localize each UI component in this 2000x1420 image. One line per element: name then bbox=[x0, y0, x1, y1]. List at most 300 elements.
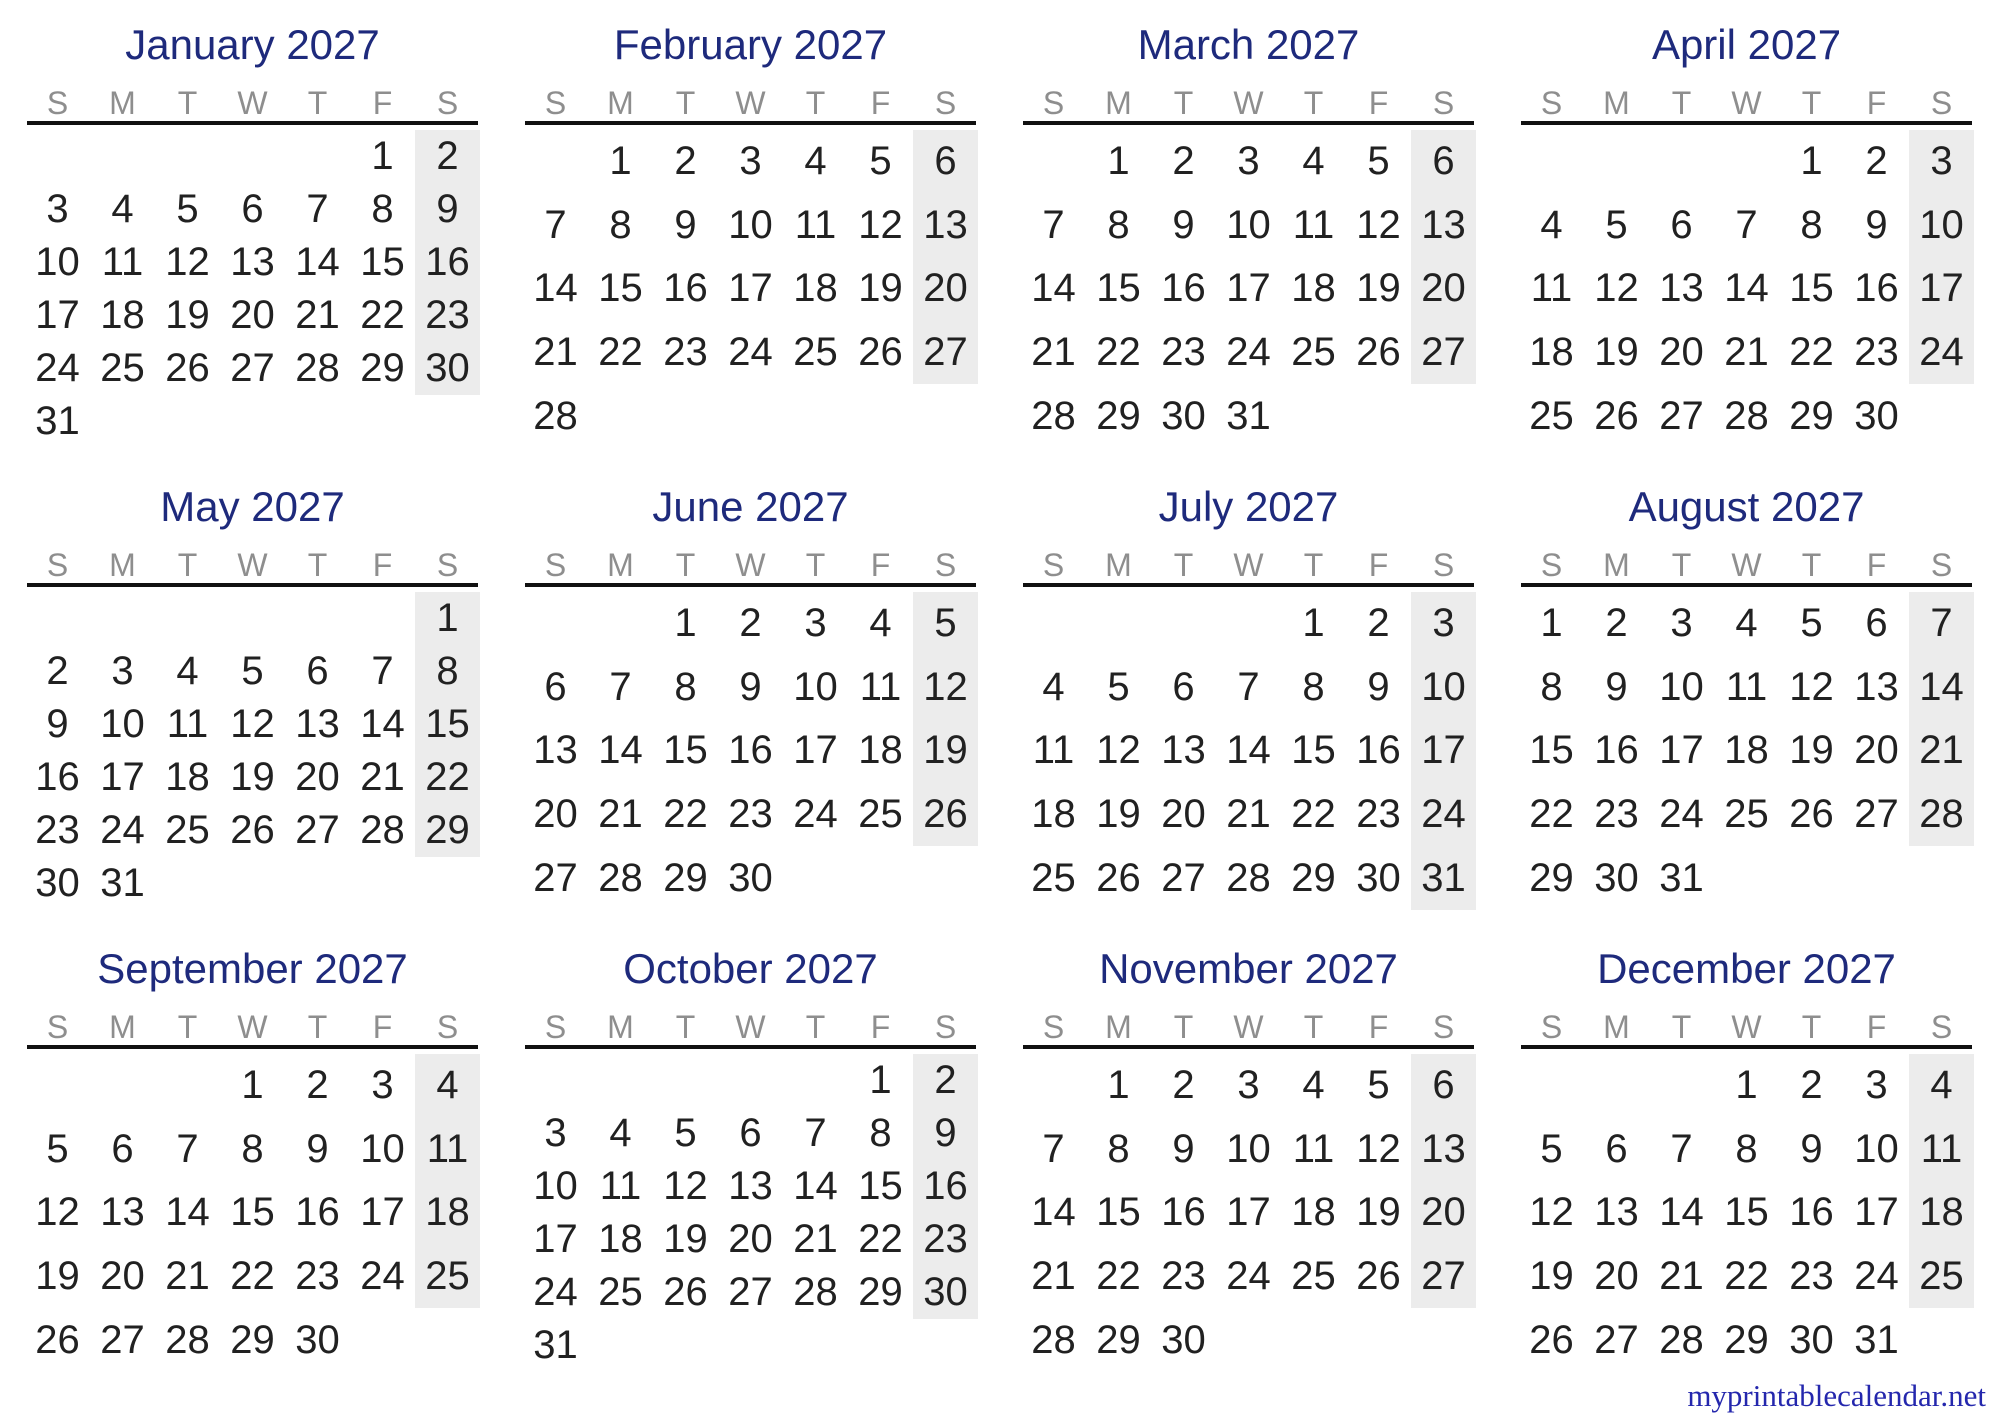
day-cell: 15 bbox=[1789, 266, 1834, 311]
day-cell: 15 bbox=[1724, 1190, 1769, 1235]
day-cell-empty bbox=[783, 1054, 848, 1107]
day-cell: 24 bbox=[1226, 330, 1271, 375]
day-cell-empty bbox=[1714, 130, 1779, 194]
week-row bbox=[523, 783, 978, 847]
day-cell-empty bbox=[155, 395, 220, 448]
weekday-header: W bbox=[1731, 1009, 1762, 1045]
day-cell: 8 bbox=[415, 645, 480, 698]
week-row bbox=[1021, 846, 1476, 910]
day-cell: 26 bbox=[1096, 855, 1141, 900]
day-cell: 19 bbox=[1356, 1190, 1401, 1235]
day-cell: 30 bbox=[1789, 1317, 1834, 1362]
day-cell-empty bbox=[653, 384, 718, 448]
day-cell: 29 bbox=[663, 855, 708, 900]
day-cell: 14 bbox=[165, 1190, 210, 1235]
day-cell: 22 bbox=[598, 330, 643, 375]
weekday-header: M bbox=[1603, 85, 1630, 121]
day-cell-empty bbox=[718, 1319, 783, 1372]
day-cell-empty bbox=[25, 1054, 90, 1118]
day-cell: 18 bbox=[1909, 1181, 1974, 1245]
weekday-header: W bbox=[1233, 547, 1264, 583]
day-cell: 28 bbox=[1724, 393, 1769, 438]
day-cell: 25 bbox=[100, 346, 145, 390]
day-cell-empty bbox=[155, 857, 220, 910]
day-cell: 27 bbox=[295, 808, 340, 852]
day-cell: 4 bbox=[1302, 1063, 1325, 1108]
day-cell: 25 bbox=[1529, 393, 1574, 438]
week-row bbox=[1021, 783, 1476, 847]
day-cell: 2 bbox=[674, 139, 697, 184]
day-cell: 2 bbox=[1172, 1063, 1195, 1108]
day-cell: 6 bbox=[1670, 202, 1693, 247]
header-rule bbox=[27, 121, 478, 125]
day-cell-empty bbox=[1584, 1054, 1649, 1118]
day-cell-empty bbox=[155, 1054, 220, 1118]
day-cell: 25 bbox=[1291, 1254, 1336, 1299]
week-row bbox=[25, 857, 480, 910]
weekday-header: T bbox=[675, 547, 696, 583]
day-cell: 31 bbox=[35, 399, 80, 443]
day-cell: 5 bbox=[241, 649, 264, 693]
weekday-header: W bbox=[237, 85, 268, 121]
day-cell: 24 bbox=[360, 1254, 405, 1299]
week-row bbox=[25, 592, 480, 645]
day-cell: 21 bbox=[1031, 1254, 1076, 1299]
day-cell: 24 bbox=[533, 1270, 578, 1314]
week-row bbox=[25, 645, 480, 698]
weekday-header: T bbox=[675, 1009, 696, 1045]
day-cell-empty bbox=[1649, 1054, 1714, 1118]
weekday-header-row bbox=[523, 1009, 978, 1045]
month-body bbox=[25, 1054, 480, 1372]
weekday-header: W bbox=[1233, 85, 1264, 121]
day-cell: 24 bbox=[793, 792, 838, 837]
day-cell: 3 bbox=[739, 139, 762, 184]
day-cell: 13 bbox=[533, 728, 578, 773]
day-cell: 15 bbox=[1291, 728, 1336, 773]
weekday-header: S bbox=[544, 85, 567, 121]
day-cell: 11 bbox=[166, 702, 209, 746]
day-cell: 15 bbox=[230, 1190, 275, 1235]
day-cell-empty bbox=[1844, 846, 1909, 910]
day-cell: 31 bbox=[533, 1323, 578, 1367]
day-cell: 20 bbox=[295, 755, 340, 799]
day-cell: 4 bbox=[869, 601, 892, 646]
day-cell-empty bbox=[1519, 130, 1584, 194]
day-cell: 12 bbox=[230, 702, 275, 746]
weekday-header: M bbox=[1105, 547, 1132, 583]
day-cell: 13 bbox=[1411, 1118, 1476, 1182]
day-cell-empty bbox=[523, 1054, 588, 1107]
day-cell: 12 bbox=[165, 240, 210, 284]
day-cell: 3 bbox=[1865, 1063, 1888, 1108]
day-cell: 27 bbox=[533, 855, 578, 900]
weekday-header: W bbox=[735, 85, 766, 121]
day-cell: 7 bbox=[544, 202, 567, 247]
day-cell-empty bbox=[220, 857, 285, 910]
weekday-header-row bbox=[25, 85, 480, 121]
day-cell: 18 bbox=[858, 728, 903, 773]
day-cell: 1 bbox=[1107, 1063, 1130, 1108]
weekday-header: S bbox=[1930, 85, 1953, 121]
day-cell: 22 bbox=[1096, 330, 1141, 375]
week-row bbox=[1021, 1245, 1476, 1309]
day-cell: 15 bbox=[663, 728, 708, 773]
day-cell: 2 bbox=[1865, 139, 1888, 184]
weekday-header: S bbox=[1432, 1009, 1455, 1045]
day-cell: 9 bbox=[674, 202, 697, 247]
day-cell-empty bbox=[588, 384, 653, 448]
day-cell: 6 bbox=[544, 664, 567, 709]
day-cell: 21 bbox=[360, 755, 405, 799]
day-cell: 6 bbox=[739, 1111, 762, 1155]
weekday-header: F bbox=[1368, 85, 1389, 121]
day-cell: 9 bbox=[1605, 664, 1628, 709]
day-cell: 11 bbox=[599, 1164, 642, 1208]
day-cell: 25 bbox=[1724, 792, 1769, 837]
month-september bbox=[25, 934, 480, 1372]
day-cell-empty bbox=[1411, 384, 1476, 448]
day-cell: 23 bbox=[1161, 330, 1206, 375]
weekday-header-row bbox=[1021, 1009, 1476, 1045]
day-cell: 29 bbox=[415, 804, 480, 857]
day-cell: 5 bbox=[869, 139, 892, 184]
day-cell: 21 bbox=[1724, 330, 1769, 375]
day-cell: 13 bbox=[1854, 664, 1899, 709]
day-cell: 11 bbox=[1292, 202, 1335, 247]
weekday-header-row bbox=[1519, 1009, 1974, 1045]
day-cell: 4 bbox=[1540, 202, 1563, 247]
day-cell: 17 bbox=[1226, 266, 1271, 311]
week-row bbox=[25, 130, 480, 183]
day-cell-empty bbox=[653, 1319, 718, 1372]
weekday-header: W bbox=[237, 547, 268, 583]
day-cell: 5 bbox=[674, 1111, 697, 1155]
month-title: November 2027 bbox=[1099, 945, 1398, 992]
day-cell: 1 bbox=[1735, 1063, 1758, 1108]
day-cell: 19 bbox=[1356, 266, 1401, 311]
day-cell: 15 bbox=[598, 266, 643, 311]
day-cell: 14 bbox=[360, 702, 405, 746]
day-cell-empty bbox=[155, 130, 220, 183]
day-cell: 3 bbox=[46, 187, 69, 231]
day-cell: 6 bbox=[111, 1126, 134, 1171]
day-cell: 26 bbox=[1594, 393, 1639, 438]
week-row bbox=[523, 130, 978, 194]
day-cell: 15 bbox=[858, 1164, 903, 1208]
weekday-header: F bbox=[372, 85, 393, 121]
week-row bbox=[1519, 1308, 1974, 1372]
day-cell: 10 bbox=[1909, 194, 1974, 258]
day-cell: 21 bbox=[1659, 1254, 1704, 1299]
weekday-header: S bbox=[1042, 85, 1065, 121]
week-row bbox=[523, 1266, 978, 1319]
weekday-header: S bbox=[1432, 85, 1455, 121]
weekday-header: T bbox=[177, 547, 198, 583]
day-cell: 1 bbox=[869, 1058, 892, 1102]
week-row bbox=[1021, 257, 1476, 321]
day-cell: 11 bbox=[1530, 266, 1573, 311]
day-cell: 11 bbox=[1725, 664, 1768, 709]
day-cell: 30 bbox=[1854, 393, 1899, 438]
day-cell: 12 bbox=[663, 1164, 708, 1208]
day-cell: 5 bbox=[1800, 601, 1823, 646]
day-cell: 10 bbox=[1411, 656, 1476, 720]
day-cell: 22 bbox=[1291, 792, 1336, 837]
weekday-header: S bbox=[436, 547, 459, 583]
month-november bbox=[1021, 934, 1476, 1372]
day-cell: 16 bbox=[415, 236, 480, 289]
day-cell: 10 bbox=[1226, 202, 1271, 247]
day-cell: 30 bbox=[1594, 855, 1639, 900]
day-cell: 14 bbox=[1909, 656, 1974, 720]
week-row bbox=[1021, 384, 1476, 448]
weekday-header: T bbox=[307, 85, 328, 121]
day-cell: 10 bbox=[1226, 1126, 1271, 1171]
day-cell: 1 bbox=[674, 601, 697, 646]
week-row bbox=[1519, 656, 1974, 720]
day-cell-empty bbox=[350, 1308, 415, 1372]
weekday-header: M bbox=[1603, 1009, 1630, 1045]
day-cell: 19 bbox=[663, 1217, 708, 1261]
month-title: December 2027 bbox=[1597, 945, 1896, 992]
day-cell: 5 bbox=[1605, 202, 1628, 247]
weekday-header: S bbox=[1930, 547, 1953, 583]
day-cell: 23 bbox=[1594, 792, 1639, 837]
day-cell-empty bbox=[1216, 1308, 1281, 1372]
weekday-header: M bbox=[109, 547, 136, 583]
day-cell: 14 bbox=[295, 240, 340, 284]
day-cell: 3 bbox=[1237, 139, 1260, 184]
day-cell-empty bbox=[848, 1319, 913, 1372]
day-cell: 31 bbox=[1411, 846, 1476, 910]
day-cell: 4 bbox=[804, 139, 827, 184]
day-cell: 23 bbox=[1854, 330, 1899, 375]
weekday-header: S bbox=[1042, 547, 1065, 583]
day-cell: 16 bbox=[728, 728, 773, 773]
week-row bbox=[25, 1054, 480, 1118]
day-cell-empty bbox=[285, 130, 350, 183]
day-cell: 5 bbox=[176, 187, 199, 231]
day-cell-empty bbox=[415, 857, 480, 910]
day-cell: 29 bbox=[1529, 855, 1574, 900]
day-cell: 7 bbox=[804, 1111, 827, 1155]
year-calendar-grid bbox=[25, 10, 1974, 1372]
day-cell-empty bbox=[1346, 1308, 1411, 1372]
weekday-header: W bbox=[1731, 547, 1762, 583]
month-body bbox=[25, 592, 480, 910]
day-cell: 7 bbox=[1735, 202, 1758, 247]
day-cell: 24 bbox=[1909, 321, 1974, 385]
day-cell-empty bbox=[285, 592, 350, 645]
day-cell: 27 bbox=[1659, 393, 1704, 438]
weekday-header: F bbox=[870, 85, 891, 121]
day-cell: 20 bbox=[533, 792, 578, 837]
weekday-header: T bbox=[1173, 85, 1194, 121]
weekday-header: M bbox=[1105, 1009, 1132, 1045]
weekday-header: T bbox=[307, 547, 328, 583]
day-cell: 13 bbox=[230, 240, 275, 284]
day-cell: 28 bbox=[598, 855, 643, 900]
day-cell: 5 bbox=[913, 592, 978, 656]
weekday-header: T bbox=[307, 1009, 328, 1045]
day-cell: 27 bbox=[230, 346, 275, 390]
day-cell: 22 bbox=[1724, 1254, 1769, 1299]
day-cell: 11 bbox=[859, 664, 902, 709]
day-cell: 23 bbox=[1789, 1254, 1834, 1299]
day-cell: 24 bbox=[35, 346, 80, 390]
weekday-header: T bbox=[675, 85, 696, 121]
weekday-header: F bbox=[1368, 547, 1389, 583]
weekday-header-row bbox=[1519, 547, 1974, 583]
day-cell: 4 bbox=[176, 649, 199, 693]
day-cell: 27 bbox=[100, 1317, 145, 1362]
day-cell: 27 bbox=[1594, 1317, 1639, 1362]
month-title: September 2027 bbox=[97, 945, 408, 992]
month-body bbox=[523, 1054, 978, 1372]
day-cell: 20 bbox=[100, 1254, 145, 1299]
month-december bbox=[1519, 934, 1974, 1372]
day-cell: 11 bbox=[1292, 1126, 1335, 1171]
day-cell: 3 bbox=[1670, 601, 1693, 646]
week-row bbox=[523, 1319, 978, 1372]
header-rule bbox=[1023, 121, 1474, 125]
week-row bbox=[1021, 592, 1476, 656]
day-cell-empty bbox=[1021, 592, 1086, 656]
day-cell: 1 bbox=[1800, 139, 1823, 184]
day-cell-empty bbox=[1909, 1308, 1974, 1372]
day-cell: 4 bbox=[415, 1054, 480, 1118]
day-cell: 25 bbox=[165, 808, 210, 852]
header-rule bbox=[1521, 1045, 1972, 1049]
day-cell: 2 bbox=[913, 1054, 978, 1107]
week-row bbox=[523, 1054, 978, 1107]
day-cell: 14 bbox=[1031, 266, 1076, 311]
day-cell: 27 bbox=[1411, 321, 1476, 385]
day-cell: 2 bbox=[739, 601, 762, 646]
week-row bbox=[1519, 1054, 1974, 1118]
day-cell: 12 bbox=[35, 1190, 80, 1235]
day-cell-empty bbox=[848, 846, 913, 910]
day-cell: 7 bbox=[1042, 1126, 1065, 1171]
day-cell: 14 bbox=[1724, 266, 1769, 311]
day-cell: 10 bbox=[35, 240, 80, 284]
weekday-header: T bbox=[805, 547, 826, 583]
day-cell: 8 bbox=[1735, 1126, 1758, 1171]
day-cell: 22 bbox=[858, 1217, 903, 1261]
day-cell: 30 bbox=[35, 861, 80, 905]
week-row bbox=[1519, 1118, 1974, 1182]
day-cell: 2 bbox=[1172, 139, 1195, 184]
day-cell-empty bbox=[350, 857, 415, 910]
day-cell: 1 bbox=[1107, 139, 1130, 184]
day-cell: 5 bbox=[1367, 1063, 1390, 1108]
week-row bbox=[1021, 194, 1476, 258]
day-cell: 5 bbox=[1107, 664, 1130, 709]
month-body bbox=[1519, 592, 1974, 910]
day-cell: 27 bbox=[728, 1270, 773, 1314]
day-cell: 11 bbox=[101, 240, 144, 284]
day-cell: 19 bbox=[1789, 728, 1834, 773]
day-cell: 3 bbox=[111, 649, 134, 693]
day-cell: 3 bbox=[544, 1111, 567, 1155]
day-cell: 17 bbox=[793, 728, 838, 773]
day-cell: 15 bbox=[415, 698, 480, 751]
day-cell: 25 bbox=[858, 792, 903, 837]
day-cell-empty bbox=[913, 384, 978, 448]
day-cell: 18 bbox=[793, 266, 838, 311]
day-cell: 19 bbox=[165, 293, 210, 337]
day-cell: 7 bbox=[371, 649, 394, 693]
day-cell: 24 bbox=[100, 808, 145, 852]
day-cell: 2 bbox=[1367, 601, 1390, 646]
day-cell: 19 bbox=[35, 1254, 80, 1299]
day-cell-empty bbox=[653, 1054, 718, 1107]
day-cell-empty bbox=[1714, 846, 1779, 910]
day-cell-empty bbox=[718, 384, 783, 448]
day-cell-empty bbox=[350, 395, 415, 448]
week-row bbox=[25, 183, 480, 236]
month-title: March 2027 bbox=[1137, 21, 1360, 68]
weekday-header: S bbox=[934, 85, 957, 121]
day-cell: 6 bbox=[1865, 601, 1888, 646]
day-cell-empty bbox=[415, 395, 480, 448]
day-cell: 6 bbox=[913, 130, 978, 194]
weekday-header: F bbox=[1866, 1009, 1887, 1045]
week-row bbox=[1519, 194, 1974, 258]
weekday-header: S bbox=[1540, 1009, 1563, 1045]
day-cell-empty bbox=[220, 130, 285, 183]
month-body bbox=[1021, 1054, 1476, 1372]
day-cell: 15 bbox=[1096, 266, 1141, 311]
day-cell: 22 bbox=[230, 1254, 275, 1299]
day-cell: 24 bbox=[1226, 1254, 1271, 1299]
day-cell-empty bbox=[588, 592, 653, 656]
day-cell: 13 bbox=[913, 194, 978, 258]
weekday-header: S bbox=[544, 547, 567, 583]
day-cell: 2 bbox=[1605, 601, 1628, 646]
day-cell: 30 bbox=[1161, 393, 1206, 438]
day-cell: 29 bbox=[1724, 1317, 1769, 1362]
day-cell: 9 bbox=[913, 1107, 978, 1160]
day-cell: 21 bbox=[1031, 330, 1076, 375]
day-cell: 13 bbox=[1411, 194, 1476, 258]
day-cell-empty bbox=[523, 130, 588, 194]
day-cell: 14 bbox=[533, 266, 578, 311]
day-cell: 17 bbox=[1909, 257, 1974, 321]
day-cell: 12 bbox=[1096, 728, 1141, 773]
day-cell: 12 bbox=[1529, 1190, 1574, 1235]
day-cell: 8 bbox=[241, 1126, 264, 1171]
day-cell: 12 bbox=[1594, 266, 1639, 311]
day-cell: 29 bbox=[360, 346, 405, 390]
day-cell: 18 bbox=[1291, 1190, 1336, 1235]
weekday-header: F bbox=[870, 547, 891, 583]
day-cell: 8 bbox=[1302, 664, 1325, 709]
day-cell: 15 bbox=[360, 240, 405, 284]
day-cell: 24 bbox=[1659, 792, 1704, 837]
week-row bbox=[1021, 719, 1476, 783]
day-cell: 26 bbox=[858, 330, 903, 375]
day-cell: 27 bbox=[1854, 792, 1899, 837]
day-cell: 23 bbox=[663, 330, 708, 375]
day-cell: 7 bbox=[176, 1126, 199, 1171]
day-cell: 1 bbox=[415, 592, 480, 645]
day-cell: 7 bbox=[609, 664, 632, 709]
day-cell: 28 bbox=[533, 393, 578, 438]
week-row bbox=[25, 751, 480, 804]
day-cell-empty bbox=[155, 592, 220, 645]
